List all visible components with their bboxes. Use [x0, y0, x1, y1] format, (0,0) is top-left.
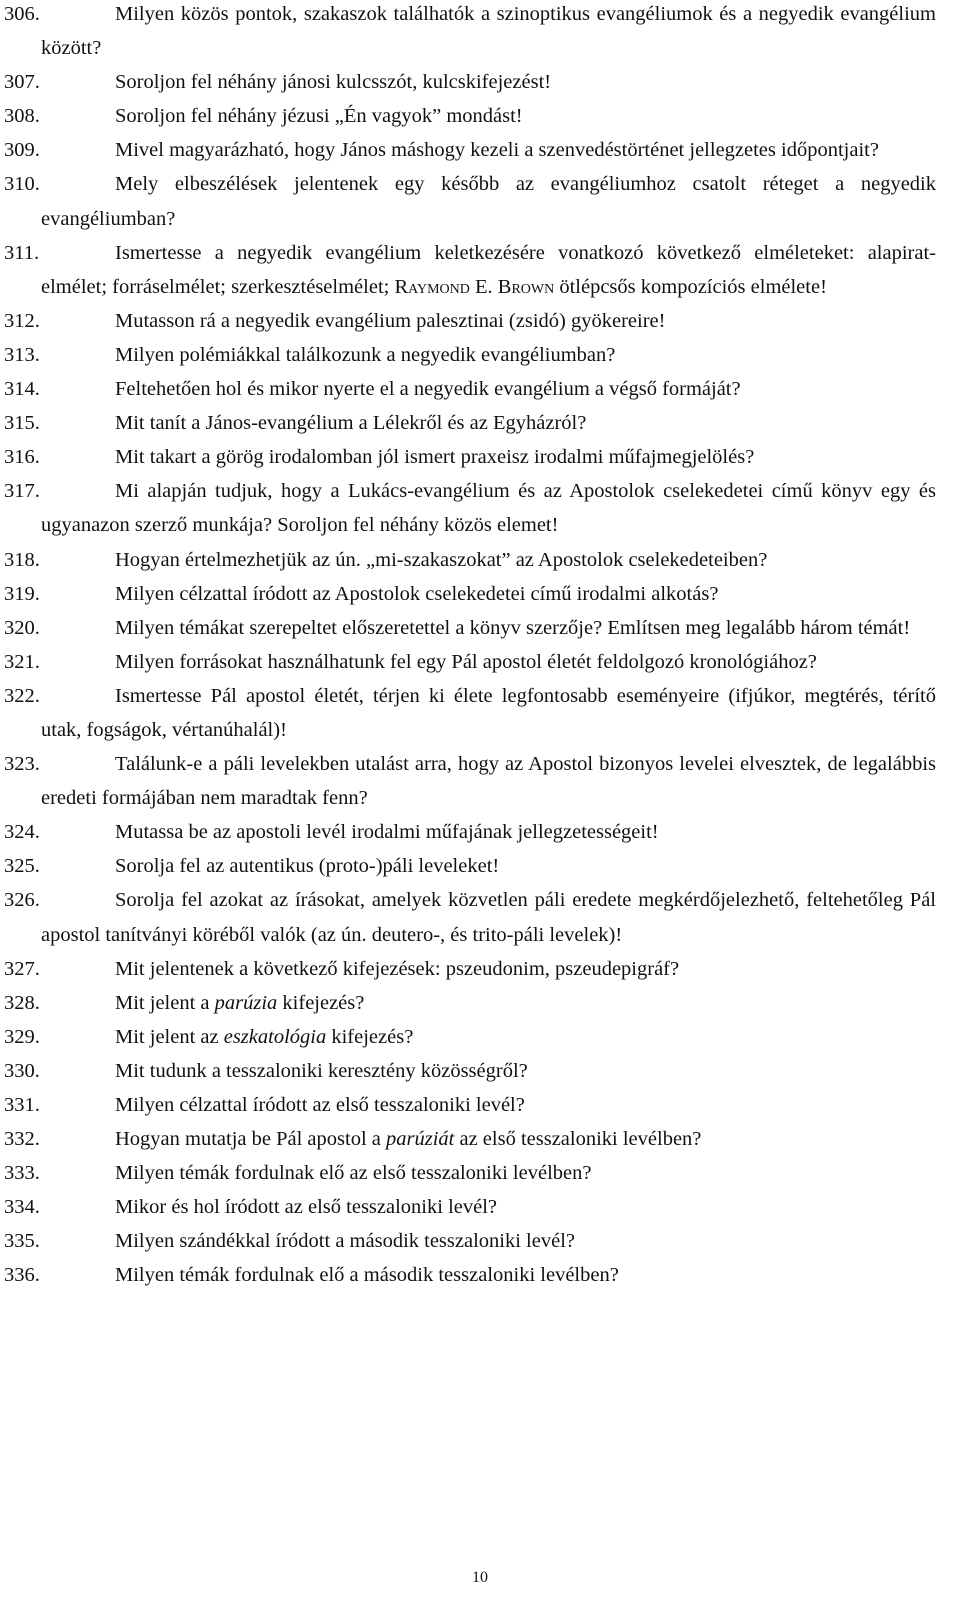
- question-item: [4, 65, 936, 99]
- question-item: [4, 304, 936, 338]
- question-item: [4, 1156, 936, 1190]
- question-item: [4, 952, 936, 986]
- question-item: [4, 133, 936, 167]
- question-text: Mivel magyarázható, hogy János máshogy kezeli a szenvedéstörténet jellegzetes időpontjait?: [115, 139, 879, 162]
- question-text: [41, 242, 936, 298]
- question-item: [4, 1054, 936, 1088]
- question-item: [4, 986, 936, 1020]
- question-text-part: kifejezés?: [326, 1025, 414, 1048]
- question-number: 331.: [4, 1094, 40, 1116]
- question-text: Mit tudunk a tesszaloniki keresztény közösségről?: [115, 1059, 528, 1082]
- question-text-part: Mit jelent a: [115, 991, 215, 1014]
- question-text: Mutasson rá a negyedik evangélium palesztinai (zsidó) gyökereire!: [115, 309, 666, 332]
- question-text: Mely elbeszélések jelentenek egy később az evangéliumhoz csatolt réteget a negyedik evangéliumban?: [41, 173, 936, 230]
- question-number: 306.: [4, 3, 40, 25]
- question-text: Mit tanít a János-evangélium a Lélekről és az Egyházról?: [115, 412, 587, 435]
- question-number: 336.: [4, 1264, 40, 1287]
- question-text-part: Ismertesse a negyedik evangélium keletkezésére vonatkozó következő elméleteket: alapirat-elmélet; forráselmélet; szerkesztéselmélet;: [41, 241, 936, 298]
- question-item: [4, 474, 936, 542]
- question-item: [4, 1224, 936, 1258]
- question-number: 309.: [4, 139, 40, 162]
- question-text: Feltehetően hol és mikor nyerte el a negyedik evangélium a végső formáját?: [115, 378, 741, 401]
- question-text: Mit takart a görög irodalomban jól ismert praxeisz irodalmi műfajmegjelölés?: [115, 446, 755, 469]
- author-name: Raymond: [394, 275, 470, 298]
- question-text-part: kifejezés?: [277, 991, 365, 1014]
- question-item: [4, 611, 936, 645]
- author-name: Brown: [497, 275, 555, 298]
- question-text-part: Hogyan mutatja be Pál apostol a: [115, 1128, 386, 1151]
- question-number: 333.: [4, 1162, 40, 1185]
- question-text-part: az első tesszaloniki levélben?: [454, 1128, 702, 1151]
- question-text: Hogyan értelmezhetjük az ún. „mi-szakaszokat” az Apostolok cselekedeteiben?: [115, 548, 768, 571]
- question-number: 317.: [4, 480, 40, 503]
- question-number: 332.: [4, 1128, 40, 1151]
- question-text: Milyen közös pontok, szakaszok találhatók a szinoptikus evangéliumok és a negyedik evangélium között?: [41, 3, 936, 60]
- question-number: 315.: [4, 412, 40, 435]
- question-number: 329.: [4, 1025, 40, 1048]
- question-number: 311.: [4, 241, 40, 264]
- question-item: [4, 883, 936, 951]
- question-text: Mi alapján tudjuk, hogy a Lukács-evangélium és az Apostolok cselekedetei című könyv egy és ugyanazon szerző munkája? Soroljon fel néhány közös elemet!: [41, 480, 936, 537]
- italic-term: eszkatológia: [223, 1025, 327, 1048]
- question-item: [4, 1020, 936, 1054]
- question-number: 328.: [4, 991, 40, 1014]
- italic-term: parúzia: [214, 991, 278, 1014]
- question-item: [4, 815, 936, 849]
- question-number: 313.: [4, 343, 40, 366]
- question-item: [4, 338, 936, 372]
- question-item: [4, 849, 936, 883]
- question-text: [41, 1026, 413, 1048]
- question-text: Soroljon fel néhány jézusi „Én vagyok” mondást!: [115, 105, 523, 128]
- question-number: 327.: [4, 957, 40, 980]
- question-item: [4, 372, 936, 406]
- question-number: 324.: [4, 821, 40, 844]
- question-text: Ismertesse Pál apostol életét, térjen ki élete legfontosabb eseményeire (ifjúkor, megtérés, térítő utak, fogságok, vértanúhalál)!: [41, 684, 936, 741]
- question-text: [41, 1128, 701, 1150]
- question-item: [4, 577, 936, 611]
- question-number: 316.: [4, 446, 40, 469]
- question-number: 307.: [4, 71, 40, 94]
- question-item: [4, 167, 936, 235]
- question-number: 320.: [4, 616, 40, 639]
- question-text: Sorolja fel az autentikus (proto-)páli leveleket!: [115, 855, 500, 878]
- question-text: Milyen szándékkal íródott a második tesszaloniki levél?: [115, 1230, 575, 1253]
- question-text: Milyen forrásokat használhatunk fel egy Pál apostol életét feldolgozó kronológiához?: [115, 650, 817, 673]
- question-number: 308.: [4, 105, 40, 128]
- question-text: Mit jelentenek a következő kifejezések: pszeudonim, pszeudepigráf?: [115, 957, 680, 980]
- question-text: Találunk-e a páli levelekben utalást arra, hogy az Apostol bizonyos levelei elvesztek, de legalábbis eredeti formájában nem maradtak fenn?: [41, 753, 936, 810]
- question-item: [4, 0, 936, 65]
- question-text-part: Mit jelent az: [115, 1025, 224, 1048]
- question-item: [4, 1190, 936, 1224]
- question-text: Sorolja fel azokat az írásokat, amelyek közvetlen páli eredete megkérdőjelezhető, feltehetőleg Pál apostol tanítványi köréből valók (az ún. deutero-, és trito-páli levelek)!: [41, 889, 936, 946]
- question-item: [4, 1258, 936, 1292]
- question-number: 318.: [4, 548, 40, 571]
- question-text-part: ötlépcsős kompozíciós elmélete!: [554, 275, 827, 298]
- question-item: [4, 406, 936, 440]
- italic-term: parúziát: [386, 1128, 455, 1151]
- question-item: [4, 1088, 936, 1122]
- question-text: Milyen célzattal íródott az Apostolok cselekedetei című irodalmi alkotás?: [115, 582, 719, 605]
- question-item: [4, 99, 936, 133]
- question-item: [4, 1122, 936, 1156]
- question-text: Soroljon fel néhány jánosi kulcsszót, kulcskifejezést!: [115, 71, 552, 94]
- question-text: Milyen polémiákkal találkozunk a negyedik evangéliumban?: [115, 343, 616, 366]
- question-number: 334.: [4, 1196, 40, 1219]
- question-text: Mutassa be az apostoli levél irodalmi műfajának jellegzetességeit!: [115, 821, 659, 844]
- question-item: [4, 679, 936, 747]
- question-item: [4, 543, 936, 577]
- question-number: 322.: [4, 684, 40, 707]
- question-text: Milyen célzattal íródott az első tesszaloniki levél?: [115, 1094, 525, 1116]
- question-item: [4, 440, 936, 474]
- question-text: Milyen témák fordulnak elő az első tesszaloniki levélben?: [115, 1162, 592, 1185]
- question-number: 326.: [4, 889, 40, 912]
- question-text: Mikor és hol íródott az első tesszaloniki levél?: [115, 1196, 498, 1219]
- question-number: 323.: [4, 753, 40, 776]
- question-number: 319.: [4, 582, 40, 605]
- question-number: 310.: [4, 173, 40, 196]
- question-number: 312.: [4, 309, 40, 332]
- question-text: [41, 992, 364, 1014]
- question-text: Milyen témák fordulnak elő a második tesszaloniki levélben?: [115, 1264, 619, 1287]
- question-number: 330.: [4, 1059, 40, 1082]
- question-number: 314.: [4, 378, 40, 401]
- question-item: [4, 236, 936, 304]
- question-text: Milyen témákat szerepeltet előszeretettel a könyv szerzője? Említsen meg legalább három témát!: [115, 616, 911, 639]
- question-item: [4, 645, 936, 679]
- question-item: [4, 747, 936, 815]
- question-text-part: E.: [469, 275, 498, 298]
- question-number: 321.: [4, 650, 40, 673]
- page-number: 10: [472, 1569, 488, 1586]
- question-list: [4, 0, 936, 1293]
- question-number: 335.: [4, 1230, 40, 1253]
- question-number: 325.: [4, 855, 40, 878]
